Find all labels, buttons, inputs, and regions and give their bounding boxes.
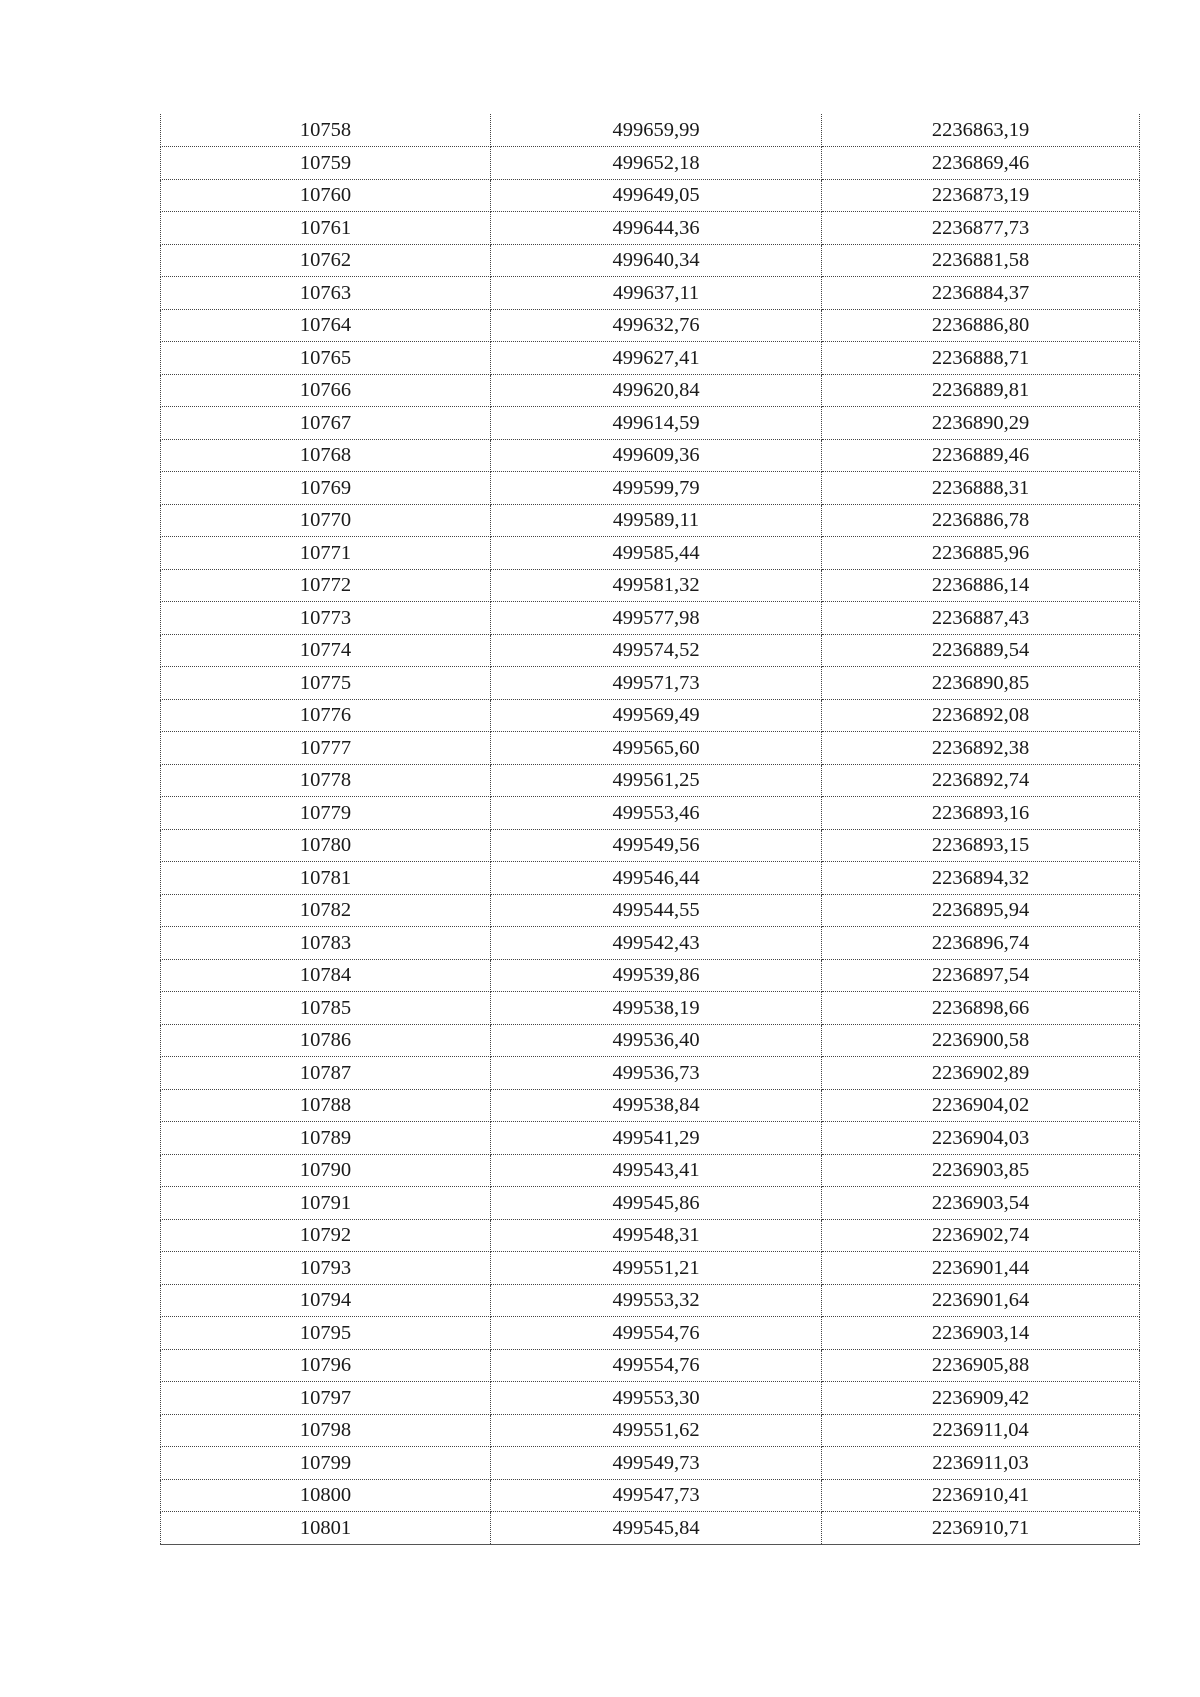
table-row — [161, 179, 1140, 212]
point-number-cell: 10795 — [161, 1317, 491, 1350]
y-coordinate-cell: 2236897,54 — [822, 959, 1140, 992]
point-number-cell: 10786 — [161, 1024, 491, 1057]
y-coordinate-cell: 2236889,81 — [822, 374, 1140, 407]
point-number-cell: 10775 — [161, 667, 491, 700]
point-number-cell: 10783 — [161, 927, 491, 960]
x-coordinate-cell: 499543,41 — [491, 1154, 822, 1187]
table-row — [161, 1122, 1140, 1155]
x-coordinate-cell: 499561,25 — [491, 764, 822, 797]
y-coordinate-cell: 2236911,04 — [822, 1414, 1140, 1447]
table-row — [161, 1349, 1140, 1382]
y-coordinate-cell: 2236893,15 — [822, 829, 1140, 862]
table-row — [161, 504, 1140, 537]
point-number-cell: 10799 — [161, 1447, 491, 1480]
table-row — [161, 992, 1140, 1025]
point-number-cell: 10768 — [161, 439, 491, 472]
x-coordinate-cell: 499627,41 — [491, 342, 822, 375]
y-coordinate-cell: 2236873,19 — [822, 179, 1140, 212]
table-row — [161, 829, 1140, 862]
x-coordinate-cell: 499614,59 — [491, 407, 822, 440]
x-coordinate-cell: 499581,32 — [491, 569, 822, 602]
x-coordinate-cell: 499565,60 — [491, 732, 822, 765]
y-coordinate-cell: 2236904,02 — [822, 1089, 1140, 1122]
table-row — [161, 1187, 1140, 1220]
y-coordinate-cell: 2236901,64 — [822, 1284, 1140, 1317]
point-number-cell: 10769 — [161, 472, 491, 505]
x-coordinate-cell: 499574,52 — [491, 634, 822, 667]
point-number-cell: 10780 — [161, 829, 491, 862]
point-number-cell: 10797 — [161, 1382, 491, 1415]
table-row — [161, 1154, 1140, 1187]
table-row — [161, 244, 1140, 277]
point-number-cell: 10789 — [161, 1122, 491, 1155]
x-coordinate-cell: 499632,76 — [491, 309, 822, 342]
y-coordinate-cell: 2236886,14 — [822, 569, 1140, 602]
y-coordinate-cell: 2236894,32 — [822, 862, 1140, 895]
point-number-cell: 10787 — [161, 1057, 491, 1090]
x-coordinate-cell: 499553,32 — [491, 1284, 822, 1317]
x-coordinate-cell: 499549,56 — [491, 829, 822, 862]
x-coordinate-cell: 499609,36 — [491, 439, 822, 472]
table-row — [161, 667, 1140, 700]
table-row — [161, 1252, 1140, 1285]
table-row — [161, 1317, 1140, 1350]
y-coordinate-cell: 2236877,73 — [822, 212, 1140, 245]
point-number-cell: 10761 — [161, 212, 491, 245]
point-number-cell: 10762 — [161, 244, 491, 277]
table-row — [161, 569, 1140, 602]
table-row — [161, 114, 1140, 147]
point-number-cell: 10781 — [161, 862, 491, 895]
x-coordinate-cell: 499652,18 — [491, 147, 822, 180]
x-coordinate-cell: 499547,73 — [491, 1479, 822, 1512]
x-coordinate-cell: 499620,84 — [491, 374, 822, 407]
y-coordinate-cell: 2236889,54 — [822, 634, 1140, 667]
x-coordinate-cell: 499585,44 — [491, 537, 822, 570]
table-row — [161, 439, 1140, 472]
table-row — [161, 1284, 1140, 1317]
x-coordinate-cell: 499553,30 — [491, 1382, 822, 1415]
y-coordinate-cell: 2236884,37 — [822, 277, 1140, 310]
table-row — [161, 342, 1140, 375]
y-coordinate-cell: 2236898,66 — [822, 992, 1140, 1025]
y-coordinate-cell: 2236903,85 — [822, 1154, 1140, 1187]
point-number-cell: 10776 — [161, 699, 491, 732]
point-number-cell: 10792 — [161, 1219, 491, 1252]
x-coordinate-cell: 499551,21 — [491, 1252, 822, 1285]
table-row — [161, 1057, 1140, 1090]
point-number-cell: 10771 — [161, 537, 491, 570]
y-coordinate-cell: 2236896,74 — [822, 927, 1140, 960]
table-row — [161, 862, 1140, 895]
y-coordinate-cell: 2236888,31 — [822, 472, 1140, 505]
table-row — [161, 1447, 1140, 1480]
table-row — [161, 309, 1140, 342]
y-coordinate-cell: 2236910,71 — [822, 1512, 1140, 1545]
y-coordinate-cell: 2236890,29 — [822, 407, 1140, 440]
coordinates-table-body — [161, 114, 1140, 1544]
x-coordinate-cell: 499589,11 — [491, 504, 822, 537]
y-coordinate-cell: 2236903,14 — [822, 1317, 1140, 1350]
y-coordinate-cell: 2236911,03 — [822, 1447, 1140, 1480]
point-number-cell: 10791 — [161, 1187, 491, 1220]
y-coordinate-cell: 2236893,16 — [822, 797, 1140, 830]
point-number-cell: 10765 — [161, 342, 491, 375]
point-number-cell: 10782 — [161, 894, 491, 927]
table-row — [161, 374, 1140, 407]
table-row — [161, 537, 1140, 570]
point-number-cell: 10784 — [161, 959, 491, 992]
table-row — [161, 634, 1140, 667]
point-number-cell: 10793 — [161, 1252, 491, 1285]
table-row — [161, 732, 1140, 765]
point-number-cell: 10778 — [161, 764, 491, 797]
table-row — [161, 797, 1140, 830]
table-row — [161, 1382, 1140, 1415]
point-number-cell: 10759 — [161, 147, 491, 180]
y-coordinate-cell: 2236910,41 — [822, 1479, 1140, 1512]
x-coordinate-cell: 499549,73 — [491, 1447, 822, 1480]
point-number-cell: 10760 — [161, 179, 491, 212]
point-number-cell: 10800 — [161, 1479, 491, 1512]
table-row — [161, 1512, 1140, 1545]
table-row — [161, 472, 1140, 505]
y-coordinate-cell: 2236905,88 — [822, 1349, 1140, 1382]
x-coordinate-cell: 499542,43 — [491, 927, 822, 960]
coordinates-table — [160, 114, 1140, 1545]
y-coordinate-cell: 2236885,96 — [822, 537, 1140, 570]
x-coordinate-cell: 499545,86 — [491, 1187, 822, 1220]
point-number-cell: 10772 — [161, 569, 491, 602]
point-number-cell: 10763 — [161, 277, 491, 310]
y-coordinate-cell: 2236869,46 — [822, 147, 1140, 180]
table-row — [161, 927, 1140, 960]
point-number-cell: 10773 — [161, 602, 491, 635]
point-number-cell: 10770 — [161, 504, 491, 537]
x-coordinate-cell: 499637,11 — [491, 277, 822, 310]
y-coordinate-cell: 2236895,94 — [822, 894, 1140, 927]
x-coordinate-cell: 499554,76 — [491, 1349, 822, 1382]
point-number-cell: 10779 — [161, 797, 491, 830]
x-coordinate-cell: 499644,36 — [491, 212, 822, 245]
x-coordinate-cell: 499554,76 — [491, 1317, 822, 1350]
table-row — [161, 1089, 1140, 1122]
y-coordinate-cell: 2236903,54 — [822, 1187, 1140, 1220]
y-coordinate-cell: 2236901,44 — [822, 1252, 1140, 1285]
y-coordinate-cell: 2236892,08 — [822, 699, 1140, 732]
point-number-cell: 10785 — [161, 992, 491, 1025]
table-row — [161, 699, 1140, 732]
y-coordinate-cell: 2236863,19 — [822, 114, 1140, 147]
point-number-cell: 10774 — [161, 634, 491, 667]
point-number-cell: 10788 — [161, 1089, 491, 1122]
point-number-cell: 10764 — [161, 309, 491, 342]
y-coordinate-cell: 2236904,03 — [822, 1122, 1140, 1155]
y-coordinate-cell: 2236902,89 — [822, 1057, 1140, 1090]
y-coordinate-cell: 2236886,78 — [822, 504, 1140, 537]
table-row — [161, 1024, 1140, 1057]
y-coordinate-cell: 2236888,71 — [822, 342, 1140, 375]
table-row — [161, 1219, 1140, 1252]
y-coordinate-cell: 2236890,85 — [822, 667, 1140, 700]
x-coordinate-cell: 499536,40 — [491, 1024, 822, 1057]
x-coordinate-cell: 499538,84 — [491, 1089, 822, 1122]
x-coordinate-cell: 499649,05 — [491, 179, 822, 212]
table-row — [161, 764, 1140, 797]
point-number-cell: 10794 — [161, 1284, 491, 1317]
x-coordinate-cell: 499545,84 — [491, 1512, 822, 1545]
y-coordinate-cell: 2236902,74 — [822, 1219, 1140, 1252]
x-coordinate-cell: 499539,86 — [491, 959, 822, 992]
y-coordinate-cell: 2236889,46 — [822, 439, 1140, 472]
y-coordinate-cell: 2236892,38 — [822, 732, 1140, 765]
table-row — [161, 1414, 1140, 1447]
x-coordinate-cell: 499541,29 — [491, 1122, 822, 1155]
y-coordinate-cell: 2236892,74 — [822, 764, 1140, 797]
point-number-cell: 10798 — [161, 1414, 491, 1447]
x-coordinate-cell: 499536,73 — [491, 1057, 822, 1090]
x-coordinate-cell: 499548,31 — [491, 1219, 822, 1252]
x-coordinate-cell: 499546,44 — [491, 862, 822, 895]
x-coordinate-cell: 499640,34 — [491, 244, 822, 277]
y-coordinate-cell: 2236900,58 — [822, 1024, 1140, 1057]
table-row — [161, 894, 1140, 927]
table-row — [161, 602, 1140, 635]
point-number-cell: 10796 — [161, 1349, 491, 1382]
table-row — [161, 407, 1140, 440]
table-row — [161, 959, 1140, 992]
y-coordinate-cell: 2236886,80 — [822, 309, 1140, 342]
x-coordinate-cell: 499553,46 — [491, 797, 822, 830]
point-number-cell: 10801 — [161, 1512, 491, 1545]
table-row — [161, 1479, 1140, 1512]
x-coordinate-cell: 499551,62 — [491, 1414, 822, 1447]
point-number-cell: 10767 — [161, 407, 491, 440]
y-coordinate-cell: 2236887,43 — [822, 602, 1140, 635]
x-coordinate-cell: 499599,79 — [491, 472, 822, 505]
x-coordinate-cell: 499659,99 — [491, 114, 822, 147]
y-coordinate-cell: 2236881,58 — [822, 244, 1140, 277]
x-coordinate-cell: 499544,55 — [491, 894, 822, 927]
point-number-cell: 10777 — [161, 732, 491, 765]
table-row — [161, 277, 1140, 310]
x-coordinate-cell: 499571,73 — [491, 667, 822, 700]
table-row — [161, 212, 1140, 245]
x-coordinate-cell: 499577,98 — [491, 602, 822, 635]
x-coordinate-cell: 499569,49 — [491, 699, 822, 732]
x-coordinate-cell: 499538,19 — [491, 992, 822, 1025]
y-coordinate-cell: 2236909,42 — [822, 1382, 1140, 1415]
point-number-cell: 10790 — [161, 1154, 491, 1187]
table-row — [161, 147, 1140, 180]
point-number-cell: 10766 — [161, 374, 491, 407]
point-number-cell: 10758 — [161, 114, 491, 147]
